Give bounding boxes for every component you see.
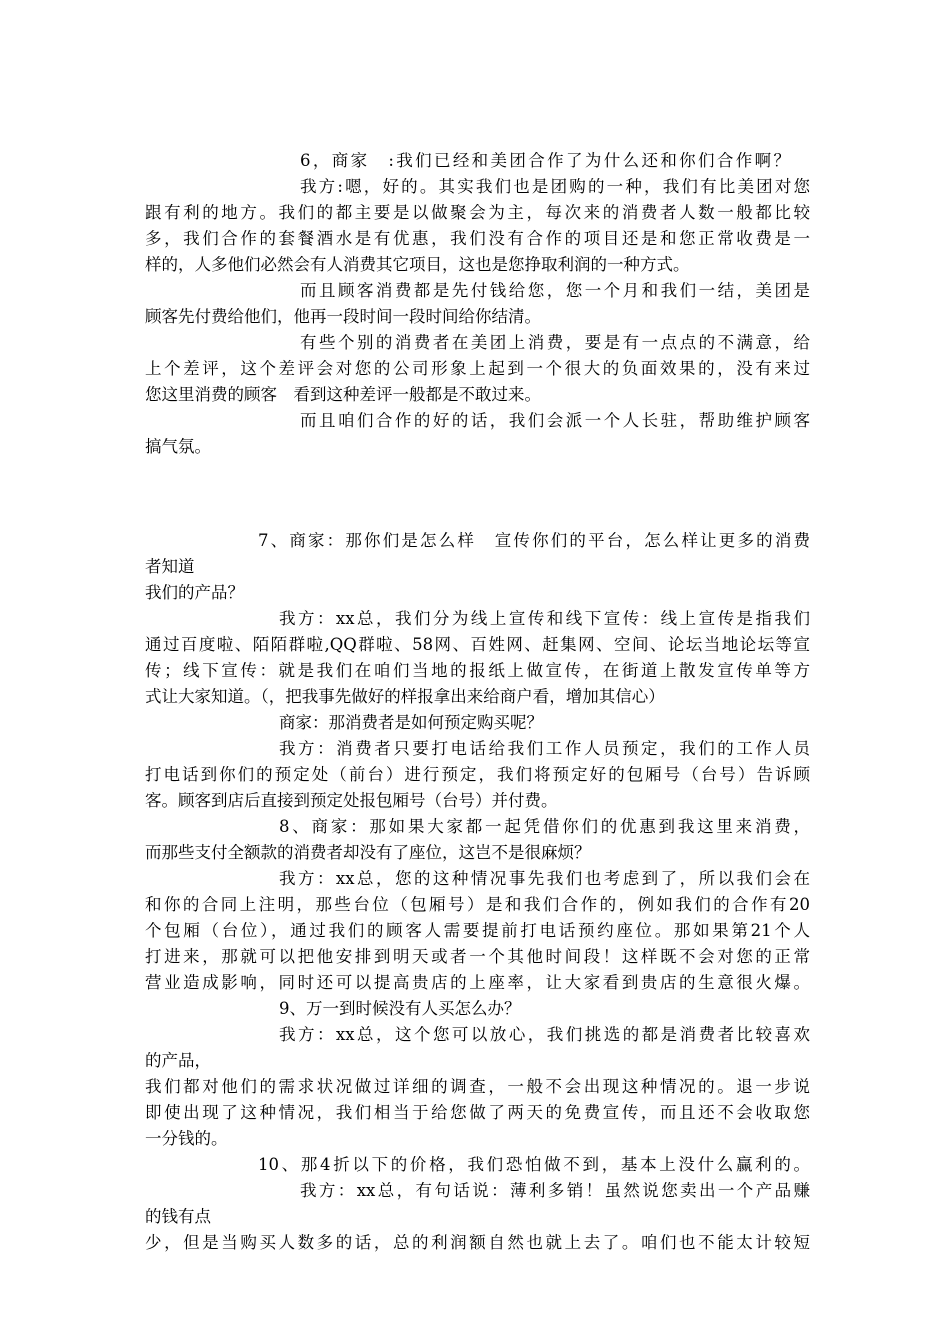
text-line: 搞气氛。 <box>145 437 211 456</box>
text-line: 我方：消费者只要打电话给我们工作人员预定，我们的工作人员 <box>279 739 810 758</box>
text-line: 的钱有点 <box>145 1207 211 1226</box>
text-line: 少，但是当购买人数多的话，总的利润额自然也就上去了。咱们也不能太计较短 <box>145 1233 810 1252</box>
text-line: 营业造成影响，同时还可以提高贵店的上座率，让大家看到贵店的生意很火爆。 <box>145 973 810 992</box>
text-line: 我们的产品？ <box>145 583 244 602</box>
text-line: 而且咱们合作的好的话，我们会派一个人长驻，帮助维护顾客 <box>300 411 810 430</box>
text-line: 7、商家：那你们是怎么样 宣传你们的平台，怎么样让更多的消费 <box>258 531 810 550</box>
text-line: 传；线下宣传：就是我们在咱们当地的报纸上做宣传，在街道上散发宣传单等方 <box>145 661 810 680</box>
text-line: 我方：xx总，您的这种情况事先我们也考虑到了，所以我们会在 <box>279 869 810 888</box>
text-line: 顾客先付费给他们，他再一段时间一段时间给你结清。 <box>145 307 541 326</box>
text-line: 和你的合同上注明，那些台位（包厢号）是和我们合作的，例如我们的合作有20 <box>145 895 810 914</box>
text-line: 您这里消费的顾客 看到这种差评一般都是不敢过来。 <box>145 385 541 404</box>
text-line: 打进来，那就可以把他安排到明天或者一个其他时间段！这样既不会对您的正常 <box>145 947 810 966</box>
text-line: 10、那4折以下的价格，我们恐怕做不到，基本上没什么赢利的。 <box>258 1155 810 1174</box>
text-line: 跟有利的地方。我们的都主要是以做聚会为主，每次来的消费者人数一般都比较 <box>145 203 810 222</box>
text-line: 者知道 <box>145 557 195 576</box>
text-line: 9、万一到时候没有人买怎么办？ <box>279 999 521 1018</box>
text-line: 8、商家：那如果大家都一起凭借你们的优惠到我这里来消费， <box>279 817 810 836</box>
text-line: 通过百度啦、陌陌群啦,QQ群啦、58网、百姓网、赶集网、空间、论坛当地论坛等宣 <box>145 635 810 654</box>
text-line: 我们都对他们的需求状况做过详细的调查，一般不会出现这种情况的。退一步说 <box>145 1077 810 1096</box>
text-line: 样的，人多他们必然会有人消费其它项目，这也是您挣取利润的一种方式。 <box>145 255 690 274</box>
text-line: 商家：那消费者是如何预定购买呢？ <box>279 713 543 732</box>
text-line: 式让大家知道。（，把我事先做好的样报拿出来给商户看，增加其信心） <box>145 687 665 706</box>
text-line: 一分钱的。 <box>145 1129 228 1148</box>
text-line: 有些个别的消费者在美团上消费，要是有一点点的不满意，给 <box>300 333 810 352</box>
text-line: 即使出现了这种情况，我们相当于给您做了两天的免费宣传，而且还不会收取您 <box>145 1103 810 1122</box>
text-line: 6，商家 :我们已经和美团合作了为什么还和你们合作啊？ <box>300 151 790 170</box>
text-line: 多，我们合作的套餐酒水是有优惠，我们没有合作的项目还是和您正常收费是一 <box>145 229 810 248</box>
text-line: 个包厢（台位），通过我们的顾客人需要提前打电话预约座位。那如果第21个人 <box>145 921 810 940</box>
text-line: 我方：xx总，这个您可以放心，我们挑选的都是消费者比较喜欢 <box>279 1025 810 1044</box>
text-line: 的产品， <box>145 1051 211 1070</box>
text-line: 而那些支付全额款的消费者却没有了座位，这岂不是很麻烦？ <box>145 843 591 862</box>
text-line: 我方：xx总，有句话说：薄利多销！虽然说您卖出一个产品赚 <box>300 1181 810 1200</box>
text-line: 客。顾客到店后直接到预定处报包厢号（台号）并付费。 <box>145 791 558 810</box>
text-line: 上个差评，这个差评会对您的公司形象上起到一个很大的负面效果的，没有来过 <box>145 359 810 378</box>
text-line: 我方:嗯，好的。其实我们也是团购的一种，我们有比美团对您 <box>300 177 810 196</box>
text-line: 我方：xx总，我们分为线上宣传和线下宣传：线上宣传是指我们 <box>279 609 810 628</box>
text-line: 打电话到你们的预定处（前台）进行预定，我们将预定好的包厢号（台号）告诉顾 <box>145 765 810 784</box>
text-line: 而且顾客消费都是先付钱给您，您一个月和我们一结，美团是 <box>300 281 810 300</box>
